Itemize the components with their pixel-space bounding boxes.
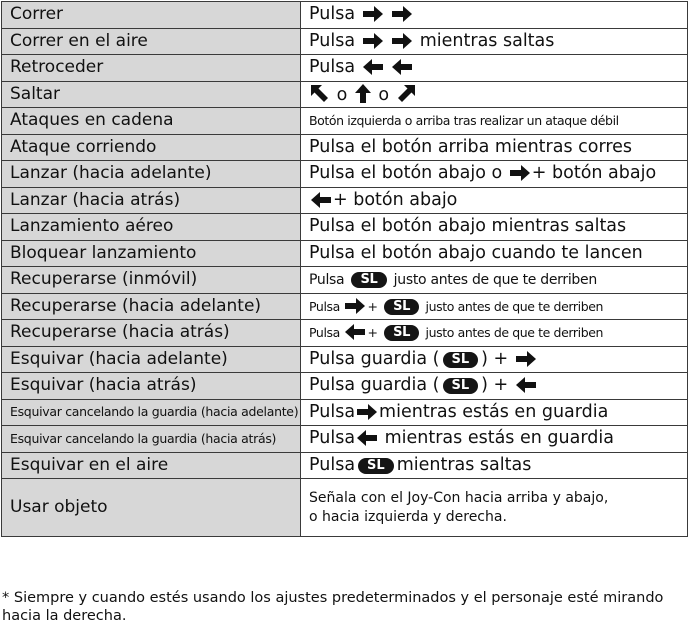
- action-label: Recuperarse (hacia adelante): [2, 293, 301, 320]
- control-text: +: [367, 325, 382, 341]
- arrow-right-icon: [363, 6, 383, 22]
- action-label: Lanzamiento aéreo: [2, 214, 301, 241]
- action-label: Retroceder: [2, 55, 301, 82]
- control-text: Pulsa: [309, 298, 344, 314]
- action-label: Saltar: [2, 81, 301, 108]
- control-text: + botón abajo: [531, 163, 657, 183]
- control-cell: [301, 55, 688, 82]
- control-cell: [301, 373, 688, 400]
- control-cell: [301, 320, 688, 347]
- arrow-up-icon: [355, 84, 371, 103]
- arrow-left-icon: [516, 377, 536, 393]
- control-text: Pulsa: [309, 4, 361, 24]
- control-cell: [301, 240, 688, 267]
- control-text: Pulsa el botón abajo mientras saltas: [309, 216, 627, 236]
- table-row: [2, 320, 688, 347]
- control-cell: [301, 28, 688, 55]
- table-row: [2, 28, 688, 55]
- control-text: Pulsa el botón arriba mientras corres: [309, 136, 633, 157]
- control-text: mientras estás en guardia: [379, 428, 614, 448]
- table-row: [2, 55, 688, 82]
- control-text: ) +: [481, 375, 514, 395]
- arrow-left-icon: [392, 59, 412, 75]
- control-text: Pulsa el botón abajo o: [309, 163, 508, 183]
- control-cell: [301, 187, 688, 214]
- control-text-line: Señala con el Joy-Con hacia arriba y abajo,: [309, 489, 609, 506]
- control-text: justo antes de que te derriben: [421, 298, 604, 314]
- control-text: Pulsa: [309, 428, 356, 448]
- control-text: Pulsa: [309, 271, 349, 288]
- table-row: [2, 346, 688, 373]
- control-text: Pulsa guardia (: [309, 375, 440, 395]
- table-row: [2, 2, 688, 29]
- table-row: [2, 399, 688, 426]
- control-cell: [301, 267, 688, 294]
- controls-table: [1, 1, 688, 537]
- control-text: Pulsa guardia (: [309, 348, 440, 369]
- table-row: [2, 81, 688, 108]
- arrow-right-icon: [357, 404, 377, 420]
- control-text: [385, 31, 391, 51]
- action-label: Lanzar (hacia atrás): [2, 187, 301, 214]
- control-text: Pulsa: [309, 325, 344, 341]
- action-label: Esquivar cancelando la guardia (hacia atrás): [2, 426, 301, 453]
- control-cell: [301, 161, 688, 188]
- control-text: + botón abajo: [333, 189, 458, 210]
- control-text: mientras estás en guardia: [379, 401, 609, 422]
- table-row: [2, 134, 688, 161]
- action-label: Esquivar (hacia atrás): [2, 373, 301, 400]
- sl-button-icon: SL: [384, 299, 419, 315]
- table-row: [2, 267, 688, 294]
- action-label: Correr: [2, 2, 301, 29]
- arrow-left-icon: [345, 324, 365, 340]
- table-row: [2, 187, 688, 214]
- action-label: Recuperarse (inmóvil): [2, 267, 301, 294]
- table-row: [2, 240, 688, 267]
- action-label: Bloquear lanzamiento: [2, 240, 301, 267]
- control-cell: [301, 399, 688, 426]
- arrow-right-icon: [510, 165, 530, 181]
- table-row: [2, 161, 688, 188]
- control-text: justo antes de que te derriben: [389, 271, 597, 288]
- action-label: Recuperarse (hacia atrás): [2, 320, 301, 347]
- action-label: Esquivar cancelando la guardia (hacia adelante): [2, 399, 301, 426]
- control-cell: [301, 214, 688, 241]
- control-text: Pulsa: [309, 454, 356, 475]
- control-cell: [301, 293, 688, 320]
- control-cell: [301, 479, 688, 537]
- table-row: [2, 293, 688, 320]
- action-label: Esquivar (hacia adelante): [2, 346, 301, 373]
- control-cell: [301, 134, 688, 161]
- control-text: mientras saltas: [396, 454, 532, 475]
- arrow-left-icon: [311, 192, 331, 208]
- control-text: justo antes de que te derriben: [421, 325, 604, 341]
- arrow-right-icon: [345, 298, 365, 314]
- control-cell: [301, 108, 688, 135]
- control-text: Pulsa: [309, 401, 356, 422]
- control-text: o: [331, 85, 353, 105]
- table-row: [2, 108, 688, 135]
- footnote: * Siempre y cuando estés usando los ajustes predeterminados y el personaje esté mirando hacia la derecha.: [2, 590, 664, 624]
- sl-button-icon: SL: [384, 325, 419, 341]
- sl-button-icon: SL: [443, 352, 479, 368]
- sl-button-icon: SL: [358, 458, 394, 474]
- control-text: Botón izquierda o arriba tras realizar un ataque débil: [309, 112, 619, 128]
- control-cell: [301, 346, 688, 373]
- action-label: Lanzar (hacia adelante): [2, 161, 301, 188]
- arrow-left-icon: [363, 59, 383, 75]
- sl-button-icon: SL: [443, 378, 479, 394]
- control-cell: [301, 426, 688, 453]
- control-cell: [301, 2, 688, 29]
- table-row: [2, 214, 688, 241]
- arrow-up-left-icon: [311, 85, 329, 103]
- sl-button-icon: SL: [351, 272, 386, 288]
- control-text-line: o hacia izquierda y derecha.: [309, 508, 507, 525]
- control-text: [385, 4, 391, 24]
- arrow-left-icon: [357, 430, 377, 446]
- control-cell: [301, 452, 688, 479]
- control-text: [385, 57, 391, 77]
- table-row: [2, 452, 688, 479]
- control-text: Pulsa: [309, 57, 361, 77]
- arrow-right-icon: [516, 351, 536, 367]
- action-label: Usar objeto: [2, 479, 301, 537]
- table-row: [2, 426, 688, 453]
- arrow-right-icon: [392, 6, 412, 22]
- arrow-right-icon: [392, 33, 412, 49]
- arrow-up-right-icon: [397, 85, 415, 103]
- arrow-right-icon: [363, 33, 383, 49]
- control-text: Pulsa: [309, 30, 361, 51]
- action-label: Ataques en cadena: [2, 108, 301, 135]
- control-text: ) +: [481, 348, 514, 369]
- control-text: o: [372, 85, 395, 105]
- control-text: +: [367, 298, 382, 314]
- table-row: [2, 479, 688, 537]
- action-label: Ataque corriendo: [2, 134, 301, 161]
- table-row: [2, 373, 688, 400]
- control-text: mientras saltas: [414, 30, 555, 51]
- action-label: Esquivar en el aire: [2, 452, 301, 479]
- action-label: Correr en el aire: [2, 28, 301, 55]
- control-cell: [301, 81, 688, 108]
- control-text: Pulsa el botón abajo cuando te lancen: [309, 242, 643, 263]
